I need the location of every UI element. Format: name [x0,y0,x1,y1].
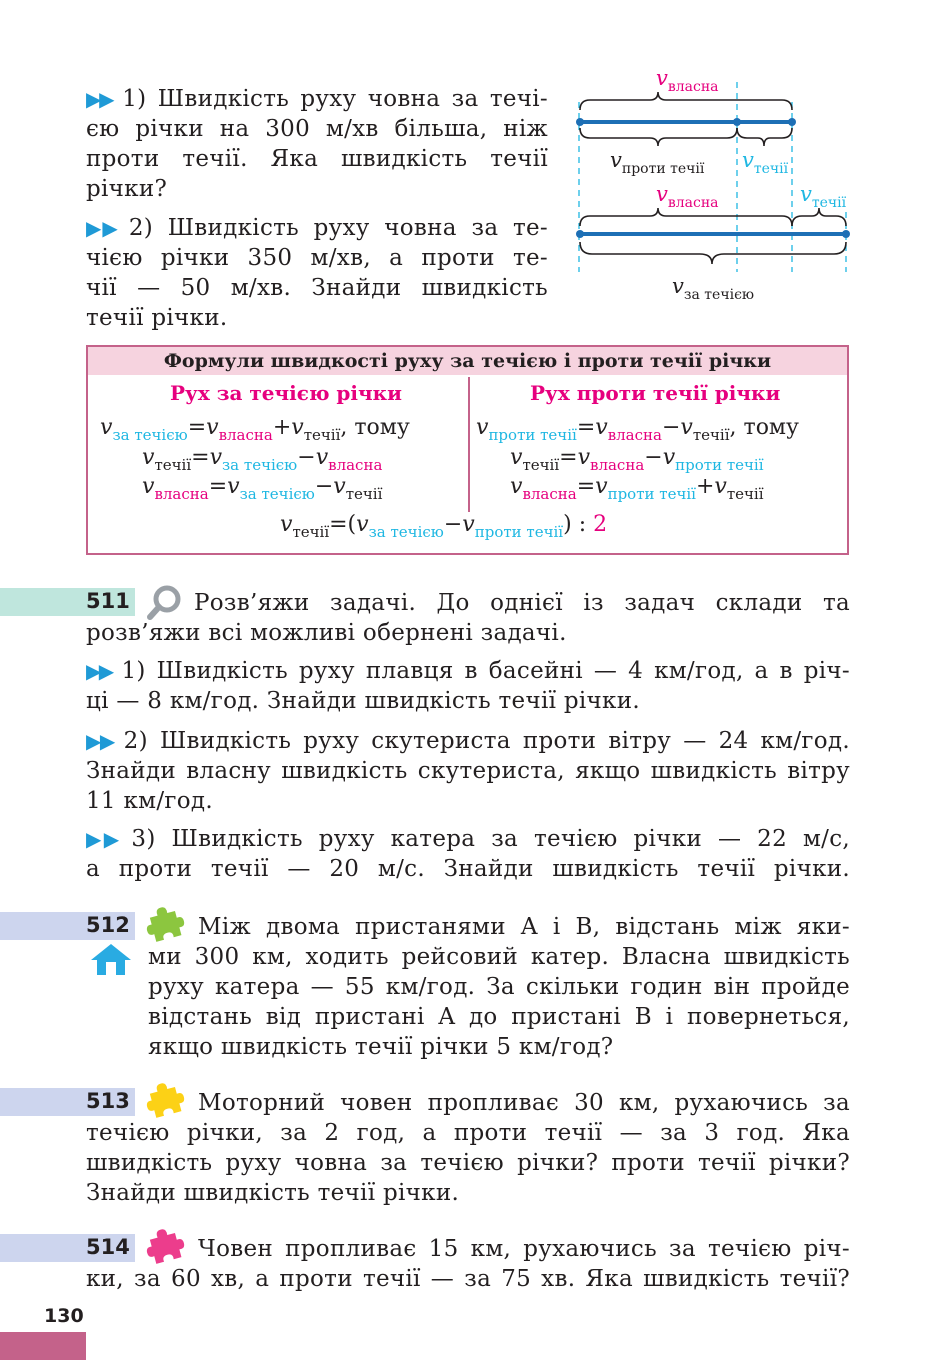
label-v-vlasna-mid: $v_{власна}$ [656,182,719,211]
ex511-task-3: ▶▶ 3) Швидкість руху катера за течією річки — 22 м/с, а проти течії — 20 м/с. Знайди швидкість течії річки. [86,826,850,882]
formula-right-3: $v_{власна}=v_{проти течії}+v_{течії}$ [510,474,764,503]
double-arrow-icon: ▶▶ [86,729,114,753]
formula-right-2: $v_{течії}=v_{власна}-v_{проти течії}$ [510,445,764,474]
ex511-task-2: ▶▶ 2) Швидкість руху скутериста проти вітру — 24 км/год. Знайди власну швидкість скутериста, якщо швидкість вітру 11 км/год. [86,728,850,814]
double-arrow-icon: ▶▶ [86,87,113,111]
intro-problem-2: ▶▶ 2) Швидкість руху човна за те- чією річки 350 м/хв, а проти те- чії — 50 м/хв. Знайди швидкість течії річки. [86,215,549,331]
magnifier-icon [146,584,184,620]
ex512-text: Між двома пристанями A і B, відстань між яки- [198,914,850,940]
intro-problem-1: ▶▶ 1) Швидкість руху човна за течі- єю річки на 300 м/хв більша, ніж проти течії. Яка швидкість течії річки? [86,86,548,202]
exercise-number-511: 511 [86,589,130,613]
ex511-task-1: ▶▶ 1) Швидкість руху плавця в басейні — 4 км/год, а в річ- ці — 8 км/год. Знайди швидкість течії річки. [86,658,851,714]
ex514-text-line2: ки, за 60 хв, а проти течії — за 75 хв. Яка швидкість течії? [86,1266,850,1292]
label-v-za: $v_{за течією}$ [672,274,755,303]
ex511-text-line1: Розв’яжи задачі. До однієї із задач склади та [194,590,850,616]
formula-bottom: $v_{течії}=(v_{за течією}-v_{проти течії})$ : 2 [280,512,608,541]
label-v-proty: $v_{проти течії}$ [610,148,705,177]
exercise-number-513: 513 [86,1089,130,1113]
formula-left-2: $v_{течії}=v_{за течією}-v_{власна}$ [142,445,383,474]
formula-left-1: $v_{за течією}=v_{власна}+v_{течії}$, тому [100,415,410,444]
left-column-title: Рух за течією річки [170,381,402,405]
double-arrow-icon: ▶▶ [86,827,122,851]
label-v-vlasna-top: $v_{власна}$ [656,66,719,95]
double-arrow-icon: ▶▶ [86,216,119,240]
puzzle-yellow-icon [146,1080,186,1120]
right-column-title: Рух проти течії річки [530,381,781,405]
label-v-techii-2: $v_{течії}$ [800,182,847,211]
puzzle-pink-icon [146,1226,186,1266]
label-v-techii-1: $v_{течії}$ [742,148,789,177]
formula-right-1: $v_{проти течії}=v_{власна}-v_{течії}$, тому [476,415,799,444]
ex512-text-rest: ми 300 км, ходить рейсовий катер. Власна швидкість руху катера — 55 км/год. За скільки годин він пройде відстань від пристані A до пристані B і повернеться, якщо швидкість течії річки 5 км/год? [148,944,850,1060]
formula-left-3: $v_{власна}=v_{за течією}-v_{течії}$ [142,474,383,503]
home-icon [90,942,132,976]
page-number: 130 [44,1305,84,1327]
ex513-text-line1: Моторний човен пропливає 30 км, рухаючись за [198,1090,850,1116]
exercise-number-512: 512 [86,913,130,937]
ex514-text-line1: Човен пропливає 15 км, рухаючись за течією річ- [198,1236,850,1262]
formula-box-header: Формули швидкості руху за течією і проти течії річки [88,347,847,375]
page-number-band [0,1332,86,1360]
puzzle-green-icon [146,904,186,944]
ex511-text-line2: розв’яжи всі можливі обернені задачі. [86,620,567,646]
formula-divider [468,377,470,512]
ex513-text-rest: течією річки, за 2 год, а проти течії — за 3 год. Яка швидкість руху човна за течією річки? проти течії річки? Знайди швидкість течії річки. [86,1120,850,1206]
double-arrow-icon: ▶▶ [86,659,112,683]
exercise-number-514: 514 [86,1235,130,1259]
formula-box [86,345,849,555]
